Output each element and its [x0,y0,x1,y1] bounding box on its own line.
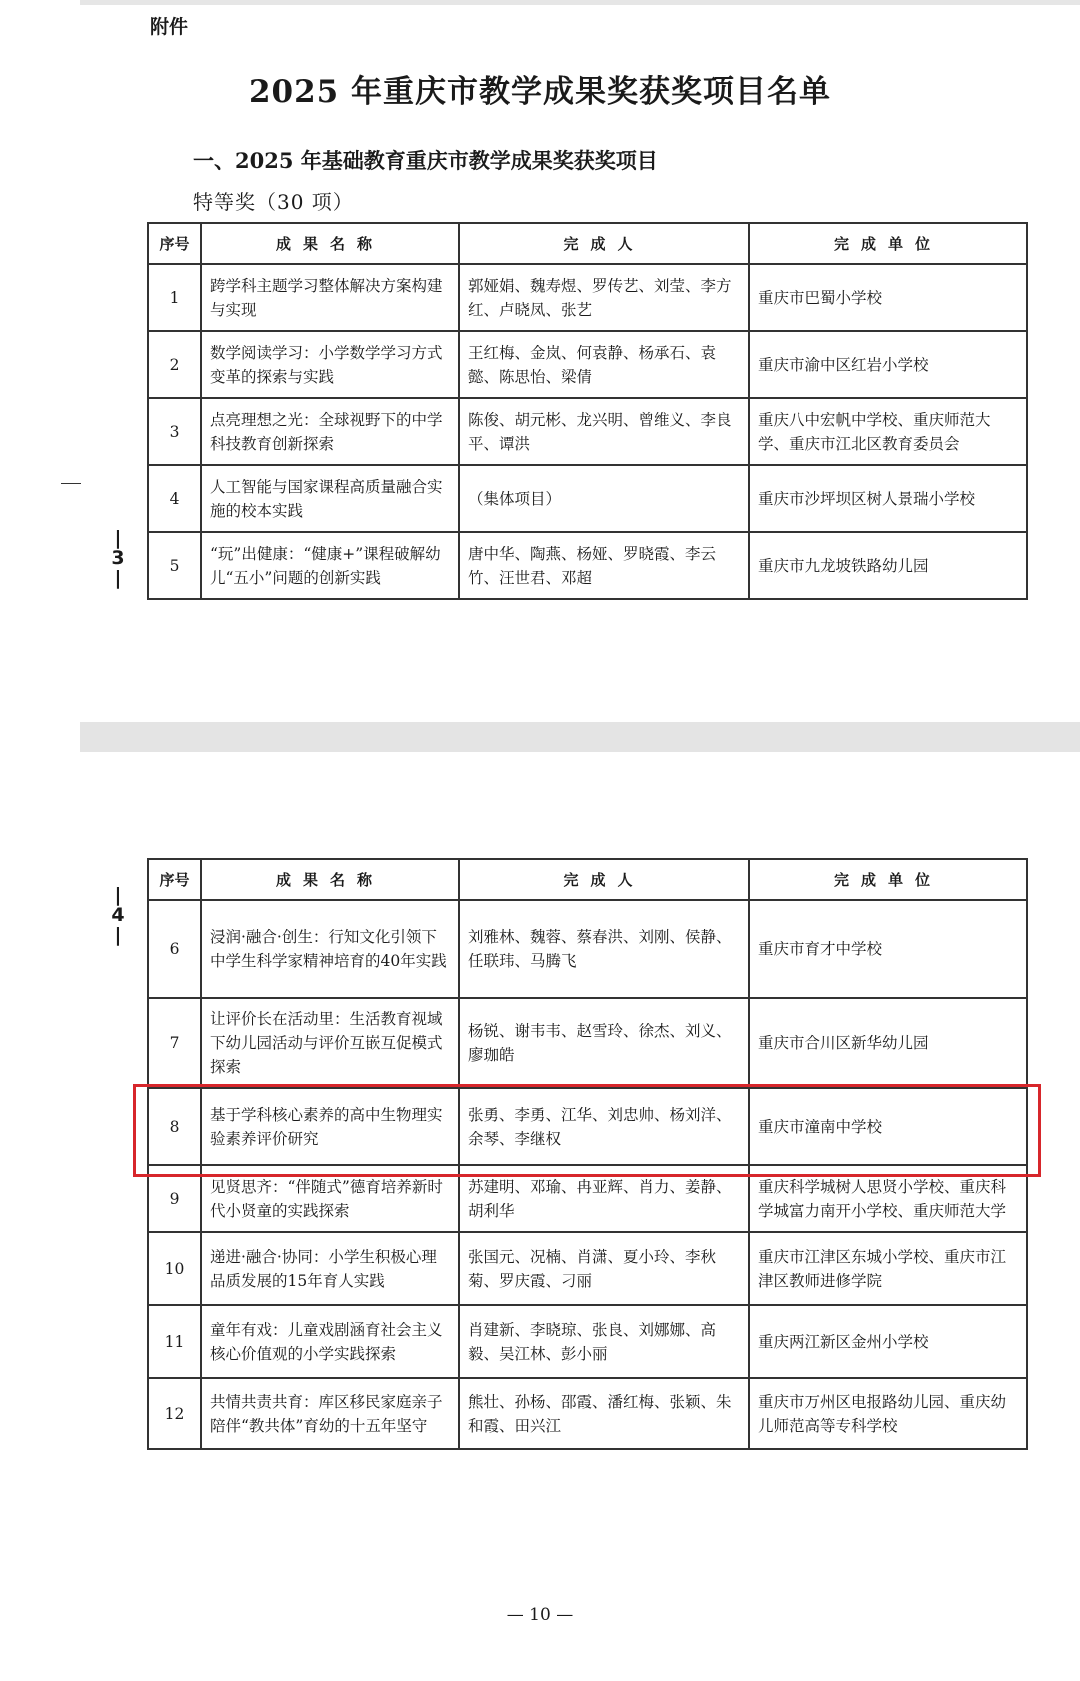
award-level-heading: 特等奖（30 项） [193,190,354,214]
row-name: 共情共责共育：库区移民家庭亲子陪伴“教共体”育幼的十五年坚守 [201,1378,459,1449]
table-row [148,398,1027,465]
row-unit: 重庆市巴蜀小学校 [749,264,1027,331]
header-authors: 完成人 [459,223,749,264]
table-row [148,900,1027,998]
row-authors: 刘雅林、魏蓉、蔡春洪、刘刚、侯静、任联玮、马腾飞 [459,900,749,998]
table-row [148,1378,1027,1449]
table-row [148,532,1027,599]
table-header-row [148,859,1027,900]
row-unit: 重庆市沙坪坝区树人景瑞小学校 [749,465,1027,532]
row-no: 7 [148,998,201,1088]
row-authors: 杨锐、谢韦韦、赵雪玲、徐杰、刘义、廖珈皓 [459,998,749,1088]
row-authors: 熊壮、孙杨、邵霞、潘红梅、张颖、朱和霞、田兴江 [459,1378,749,1449]
header-unit: 完成单位 [749,223,1027,264]
row-no: 5 [148,532,201,599]
row-no: 8 [148,1088,201,1165]
row-unit: 重庆八中宏帆中学校、重庆师范大学、重庆市江北区教育委员会 [749,398,1027,465]
attachment-label: 附件 [150,16,189,38]
row-no: 3 [148,398,201,465]
page-marker-3: | 3 | [111,527,125,589]
row-name: 浸润·融合·创生：行知文化引领下中学生科学家精神培育的40年实践 [201,900,459,998]
row-name: 基于学科核心素养的高中生物理实验素养评价研究 [201,1088,459,1165]
page-top-edge [80,0,1080,5]
margin-mark [61,483,81,484]
row-name: 让评价长在活动里：生活教育视域下幼儿园活动与评价互嵌互促模式探索 [201,998,459,1088]
header-authors: 完成人 [459,859,749,900]
table-row [148,331,1027,398]
row-unit: 重庆市育才中学校 [749,900,1027,998]
row-name: 跨学科主题学习整体解决方案构建与实现 [201,264,459,331]
header-name: 成果名称 [201,223,459,264]
table-row [148,1232,1027,1305]
row-unit: 重庆市万州区电报路幼儿园、重庆幼儿师范高等专科学校 [749,1378,1027,1449]
row-no: 10 [148,1232,201,1305]
document-title: 2025 年重庆市教学成果奖获奖项目名单 [248,74,832,110]
row-unit: 重庆市江津区东城小学校、重庆市江津区教师进修学院 [749,1232,1027,1305]
table-row [148,998,1027,1088]
row-no: 12 [148,1378,201,1449]
row-no: 4 [148,465,201,532]
row-unit: 重庆市九龙坡铁路幼儿园 [749,532,1027,599]
header-name: 成果名称 [201,859,459,900]
header-no: 序号 [148,859,201,900]
row-name: 递进·融合·协同：小学生积极心理品质发展的15年育人实践 [201,1232,459,1305]
page-break [80,722,1080,752]
row-no: 11 [148,1305,201,1378]
row-unit: 重庆两江新区金州小学校 [749,1305,1027,1378]
award-table-page-1 [147,222,1028,600]
row-authors: 肖建新、李晓琼、张良、刘娜娜、高毅、吴江林、彭小丽 [459,1305,749,1378]
table-row [148,264,1027,331]
row-authors: 郭娅娟、魏寿煜、罗传艺、刘莹、李方红、卢晓凤、张艺 [459,264,749,331]
row-authors: （集体项目） [459,465,749,532]
row-name: 数学阅读学习：小学数学学习方式变革的探索与实践 [201,331,459,398]
page-number: — 10 — [506,1605,574,1625]
row-name: “玩”出健康：“健康+”课程破解幼儿“五小”问题的创新实践 [201,532,459,599]
section-heading: 一、2025 年基础教育重庆市教学成果奖获奖项目 [193,148,658,173]
row-no: 1 [148,264,201,331]
row-authors: 张勇、李勇、江华、刘忠帅、杨刘洋、余琴、李继权 [459,1088,749,1165]
header-unit: 完成单位 [749,859,1027,900]
header-no: 序号 [148,223,201,264]
row-name: 见贤思齐：“伴随式”德育培养新时代小贤童的实践探索 [201,1165,459,1232]
table-header-row [148,223,1027,264]
row-authors: 唐中华、陶燕、杨娅、罗晓霞、李云竹、汪世君、邓超 [459,532,749,599]
row-name: 童年有戏：儿童戏剧涵育社会主义核心价值观的小学实践探索 [201,1305,459,1378]
row-name: 人工智能与国家课程高质量融合实施的校本实践 [201,465,459,532]
row-unit: 重庆市渝中区红岩小学校 [749,331,1027,398]
page-marker-4: | 4 | [111,884,125,946]
highlight-box [133,1084,1041,1177]
row-authors: 王红梅、金岚、何袁静、杨承石、袁懿、陈思怡、梁倩 [459,331,749,398]
row-authors: 苏建明、邓瑜、冉亚辉、肖力、姜静、胡利华 [459,1165,749,1232]
row-unit: 重庆科学城树人思贤小学校、重庆科学城富力南开小学校、重庆师范大学 [749,1165,1027,1232]
row-authors: 陈俊、胡元彬、龙兴明、曾维义、李良平、谭洪 [459,398,749,465]
table-row [148,1305,1027,1378]
row-authors: 张国元、况楠、肖潇、夏小玲、李秋菊、罗庆霞、刁丽 [459,1232,749,1305]
row-no: 6 [148,900,201,998]
row-name: 点亮理想之光：全球视野下的中学科技教育创新探索 [201,398,459,465]
row-unit: 重庆市合川区新华幼儿园 [749,998,1027,1088]
row-no: 9 [148,1165,201,1232]
row-no: 2 [148,331,201,398]
row-unit: 重庆市潼南中学校 [749,1088,1027,1165]
table-row [148,465,1027,532]
